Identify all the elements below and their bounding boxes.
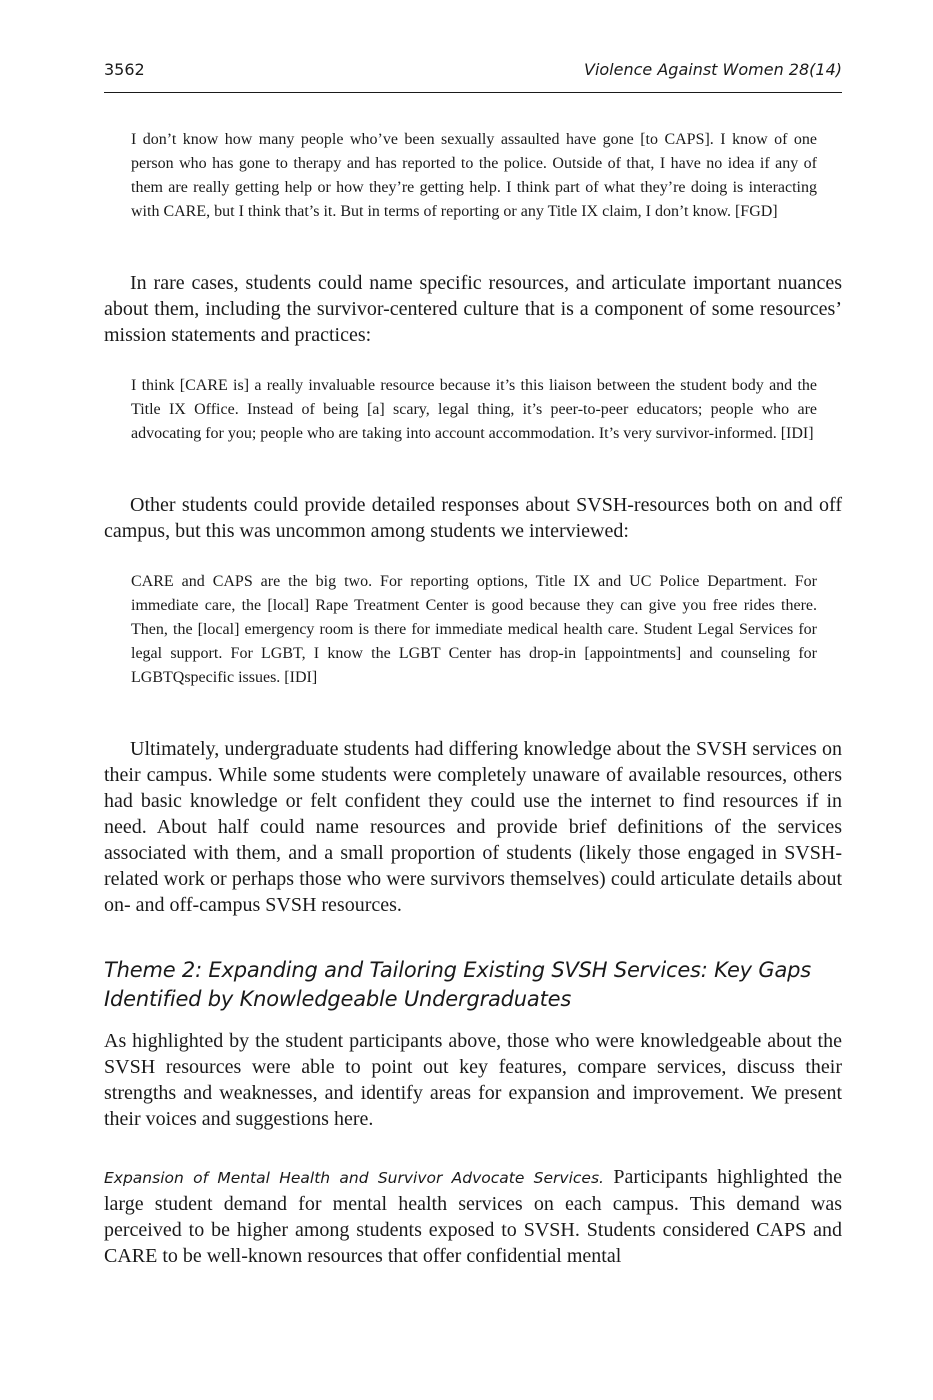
page-number: 3562 xyxy=(104,60,145,79)
section-heading-block xyxy=(104,956,842,1014)
subsection-block xyxy=(104,1164,842,1269)
paragraph-3-block xyxy=(104,736,842,918)
section-heading: Theme 2: Expanding and Tailoring Existing SVSH Services: Key Gaps Identified by Knowledgeable Undergraduates xyxy=(104,958,811,1011)
journal-citation: Violence Against Women 28(14) xyxy=(584,60,842,79)
paragraph-2: Other students could provide detailed responses about SVSH-resources both on and off campus, but this was uncommon among students we interviewed: xyxy=(104,494,842,542)
paragraph-3: Ultimately, undergraduate students had differing knowledge about the SVSH services on their campus. While some students were completely unaware of available resources, others had basic knowledge or felt confident they could use the internet to find resources if in need. About half could name resources and provide brief definitions of the services associated with them, and a small proportion of students (likely those engaged in SVSH-related work or perhaps those who were survivors themselves) could articulate details about on- and off-campus SVSH resources. xyxy=(104,738,842,916)
block-quote-1: I don’t know how many people who’ve been sexually assaulted have gone [to CAPS]. I know of one person who has gone to therapy and has reported to the police. Outside of that, I have no idea if any of them are really getting help or how they’re getting help. I think part of what they’re doing is interacting with CARE, but I think that’s it. But in terms of reporting or any Title IX claim, I don’t know. [FGD] xyxy=(131,131,817,220)
paragraph-4-block xyxy=(104,1028,842,1132)
paragraph-1-block xyxy=(104,270,842,348)
header-rule xyxy=(104,92,842,93)
block-quote-3: CARE and CAPS are the big two. For reporting options, Title IX and UC Police Department. For immediate care, the [local] Rape Treatment Center is good because they can give you free rides there. Then, the [local] emergency room is there for immediate medical health care. Student Legal Services for legal support. For LGBT, I know the LGBT Center has drop-in [appointments] and counseling for LGBTQspecific issues. [IDI] xyxy=(131,573,817,686)
running-head xyxy=(104,60,842,79)
paragraph-4: As highlighted by the student participants above, those who were knowledgeable about the SVSH resources were able to point out key features, compare services, discuss their strengths and weaknesses, and identify areas for expansion and improvement. We present their voices and suggestions here. xyxy=(104,1030,842,1130)
paragraph-2-block xyxy=(104,492,842,544)
block-quote-2: I think [CARE is] a really invaluable resource because it’s this liaison between the student body and the Title IX Office. Instead of being [a] scary, legal thing, it’s peer-to-peer educators; people who are advocating for you; people who are taking into account accommodation. It’s very survivor-informed. [IDI] xyxy=(131,377,817,442)
subsection-text: Participants highlighted the large student demand for mental health services on each campus. This demand was perceived to be higher among students exposed to SVSH. Students considered CAPS and CARE to be well-known resources that offer confidential mental xyxy=(104,1166,842,1267)
paragraph-1: In rare cases, students could name specific resources, and articulate important nuances about them, including the survivor-centered culture that is a component of some resources’ mission statements and practices: xyxy=(104,272,842,346)
subsection-paragraph xyxy=(104,1164,842,1269)
subsection-title: Expansion of Mental Health and Survivor Advocate Services. xyxy=(104,1169,604,1187)
